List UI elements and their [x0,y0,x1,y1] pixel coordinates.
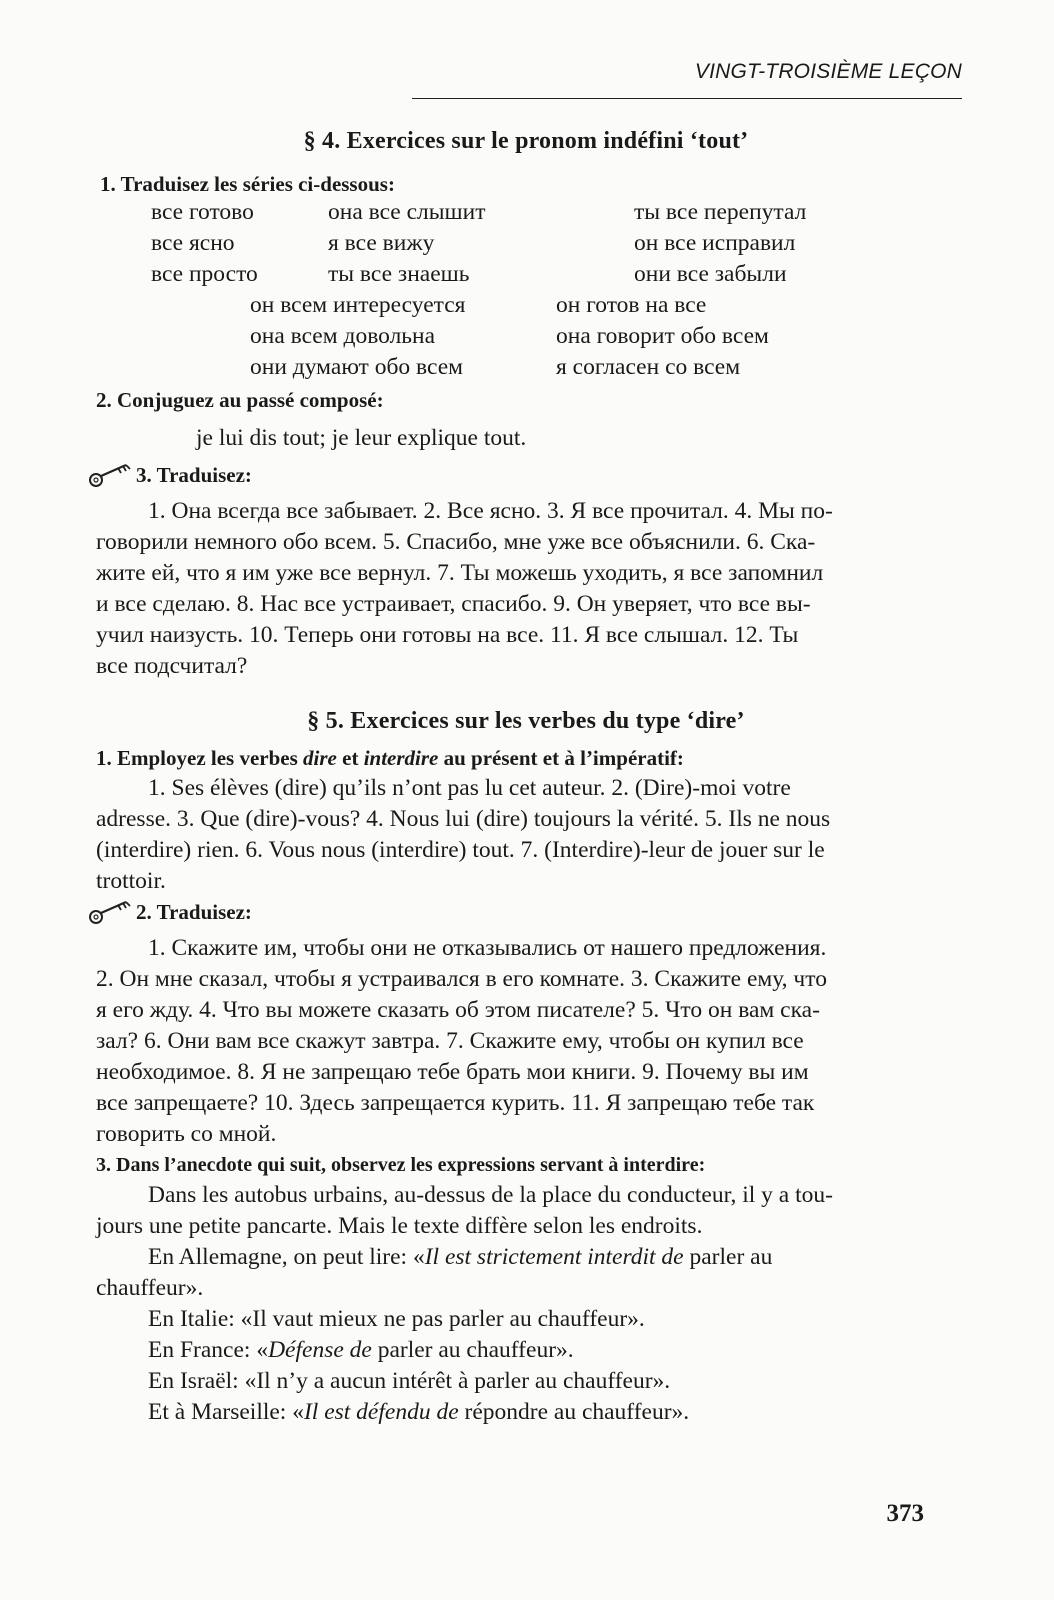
s5-ex2-instruction: 2. Traduisez: [136,900,252,924]
series-item: она всем довольна [250,323,436,349]
text-line: жите ей, что я им уже все вернул. 7. Ты можешь уходить, я все запомнил [96,560,824,586]
text-line [96,1335,956,1366]
s4-ex2-instruction: 2. Conjuguez au passé composé: [96,388,384,412]
series-row [96,292,956,323]
series-row [96,230,956,261]
text-line: и все сделаю. 8. Нас все устраивает, спасибо. 9. Он уверяет, что все вы- [96,591,811,617]
text-emphasis: Il est défendu de [303,1399,459,1425]
text-line: En Italie: «Il vaut mieux ne pas parler au chauffeur». [148,1306,645,1332]
series-item: все готово [151,199,254,225]
text-line: говорили немного обо всем. 5. Спасибо, мне уже все объяснили. 6. Ска- [96,529,816,555]
s5-ex3-instruction: 3. Dans l’anecdote qui suit, observez les expressions servant à interdire: [96,1154,706,1176]
series-item: они думают обо всем [250,354,464,380]
s4-ex3-instruction: 3. Traduisez: [136,463,252,487]
series-row [96,199,956,230]
text-part: En France: « [148,1337,269,1363]
text-line: все подсчитал? [96,653,248,679]
text-line: говорить со мной. [96,1121,277,1147]
s4-ex1-instruction: 1. Traduisez les séries ci-dessous: [100,172,395,196]
s5-ex1-instruction [96,743,956,773]
series-row [96,354,956,385]
s5-ex1-text [96,773,956,897]
text-line: 2. Он мне сказал, чтобы я устраивался в его комнате. 3. Скажите ему, что [96,966,827,992]
series-item: все ясно [151,230,235,256]
series-item: он готов на все [556,292,707,318]
section-4-title: § 4. Exercices sur le pronom indéfini ‘tout’ [303,128,749,154]
series-item: он все исправил [634,230,796,256]
page-content [96,128,956,1428]
series-item: ты все перепутал [634,199,807,225]
series-item: я согласен со всем [556,354,741,380]
text-line: учил наизусть. 10. Теперь они готовы на все. 11. Я все слышал. 12. Ты [96,622,799,648]
text-line: все запрещаете? 10. Здесь запрещается курить. 11. Я запрещаю тебе так [96,1090,815,1116]
series-item: он всем интересуется [250,292,466,318]
text-line: trottoir. [96,868,166,894]
s4-ex3-heading [88,460,956,496]
series-row [96,261,956,292]
text-line: jours une petite pancarte. Mais le texte diffère selon les endroits. [96,1213,703,1239]
instruction-part: 1. Employez les verbes [96,746,304,770]
text-part: Et à Marseille: « [148,1399,304,1425]
instruction-part: au présent et à l’impératif: [438,746,684,770]
series-row [96,323,956,354]
series-item: я все вижу [328,230,435,256]
text-part: parler au chauffeur». [371,1337,574,1363]
series-item: они все забыли [634,261,787,287]
s4-ex3-text [96,496,956,682]
text-line: 1. Ses élèves (dire) qu’ils n’ont pas lu cet auteur. 2. (Dire)-moi votre [148,775,791,801]
text-part: parler au [683,1244,773,1270]
text-line: зал? 6. Они вам все скажут завтра. 7. Скажите ему, чтобы он купил все [96,1028,804,1054]
key-icon [88,462,134,496]
text-emphasis: Il est strictement interdit de [424,1244,684,1270]
text-line: необходимое. 8. Я не запрещаю тебе брать мои книги. 9. Почему вы им [96,1059,809,1085]
text-line: (interdire) rien. 6. Vous nous (interdire) tout. 7. (Interdire)-leur de jouer sur le [96,837,825,863]
section-5-title: § 5. Exercices sur les verbes du type ‘dire’ [307,708,745,734]
key-icon [88,899,134,933]
series-item: она говорит обо всем [556,323,769,349]
s5-ex2-heading [88,897,956,933]
s5-ex2-text [96,933,956,1150]
text-line: 1. Скажите им, чтобы они не отказывались от нашего предложения. [148,935,827,961]
text-line [96,1397,956,1428]
instruction-verb: interdire [363,746,439,770]
series-item: все просто [151,261,258,287]
text-line: 1. Она всегда все забывает. 2. Все ясно. 3. Я все прочитал. 4. Мы по- [148,498,833,524]
text-line: Dans les autobus urbains, au-dessus de la place du conducteur, il y a tou- [148,1182,833,1208]
page-number: 373 [886,1500,924,1527]
text-line [96,1242,956,1273]
instruction-part: et [336,746,364,770]
s4-ex1-series [96,199,956,385]
text-line: я его жду. 4. Что вы можете сказать об этом писателе? 5. Что он вам ска- [96,997,820,1023]
text-part: En Allemagne, on peut lire: « [148,1244,425,1270]
header-rule [412,98,962,99]
text-part: répondre au chauffeur». [458,1399,690,1425]
series-item: она все слышит [328,199,486,225]
s4-ex2-text: je lui dis tout; je leur explique tout. [196,425,527,451]
series-item: ты все знаешь [328,261,470,287]
anecdote [96,1180,956,1428]
text-line: En Israël: «Il n’y a aucun intérêt à parler au chauffeur». [148,1368,671,1394]
text-emphasis: Défense de [268,1337,372,1363]
text-line: chauffeur». [96,1275,204,1301]
running-title: VINGT-TROISIÈME LEÇON [694,60,962,83]
text-line: adresse. 3. Que (dire)-vous? 4. Nous lui (dire) toujours la vérité. 5. Ils ne nous [96,806,831,832]
instruction-verb: dire [303,746,337,770]
